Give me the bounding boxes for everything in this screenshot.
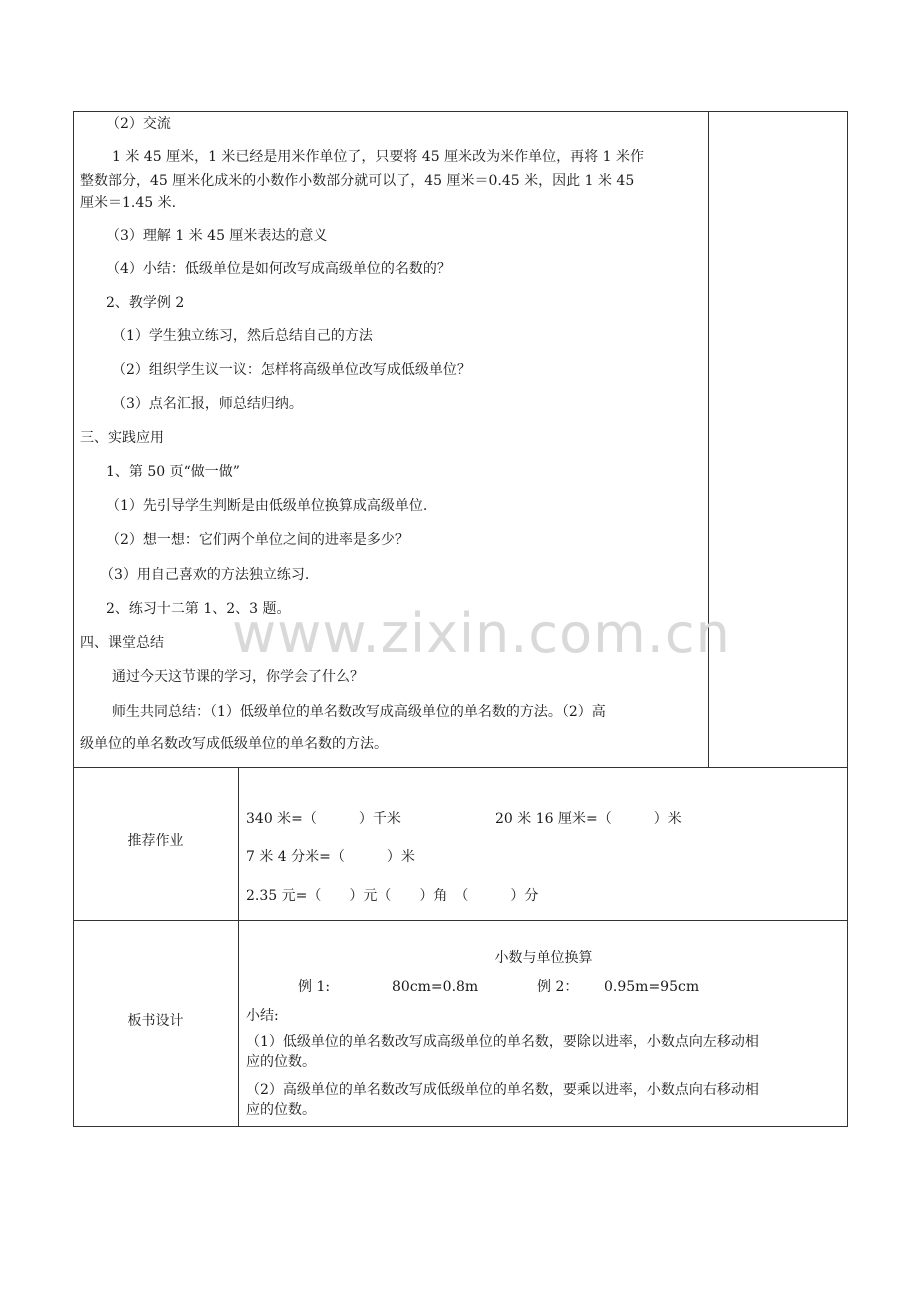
text-line: 师生共同总结：（1）低级单位的单名数改写成高级单位的单名数的方法。（2）高 bbox=[112, 704, 606, 720]
text-line: 厘米＝1.45 米. bbox=[80, 195, 177, 211]
text-line: （2）组织学生议一议：怎样将高级单位改写成低级单位？ bbox=[112, 362, 471, 378]
right-column-divider bbox=[708, 111, 709, 767]
example-1-label: 例 1: bbox=[298, 979, 331, 995]
text-line: （1）先引导学生判断是由低级单位换算成高级单位. bbox=[106, 498, 428, 514]
text-line: 级单位的单名数改写成低级单位的单名数的方法。 bbox=[80, 736, 388, 752]
text-line: 1 米 45 厘米，1 米已经是用米作单位了，只要将 45 厘米改为米作单位，再将 1 米作 bbox=[112, 149, 644, 165]
homework-label: 推荐作业 bbox=[127, 833, 184, 849]
summary-line: 应的位数。 bbox=[246, 1102, 316, 1118]
text-line: （2）想一想：它们两个单位之间的进率是多少？ bbox=[106, 532, 409, 548]
text-line: 1、第 50 页“做一做” bbox=[106, 464, 240, 480]
section-heading: 三、实践应用 bbox=[80, 430, 164, 446]
watermark: www.zixin.com.cn bbox=[232, 602, 731, 665]
example-2-label: 例 2： bbox=[537, 979, 579, 995]
homework-item: 340 米=（ ）千米 bbox=[246, 811, 401, 827]
example-2-value: 0.95m=95cm bbox=[604, 979, 700, 995]
section-heading: 四、课堂总结 bbox=[80, 635, 164, 651]
summary-line: （1）低级单位的单名数改写成高级单位的单名数，要除以进率，小数点向左移动相 bbox=[246, 1034, 759, 1050]
board-label: 板书设计 bbox=[127, 1013, 184, 1029]
text-line: 2、教学例 2 bbox=[106, 295, 185, 311]
text-line: （3）用自己喜欢的方法独立练习. bbox=[100, 567, 310, 583]
summary-line: 应的位数。 bbox=[246, 1054, 316, 1070]
row-divider-1 bbox=[73, 767, 848, 768]
text-line: 2、练习十二第 1、2、3 题。 bbox=[106, 601, 291, 617]
text-line: （3）点名汇报，师总结归纳。 bbox=[112, 396, 303, 412]
summary-line: （2）高级单位的单名数改写成低级单位的单名数，要乘以进率，小数点向右移动相 bbox=[246, 1082, 759, 1098]
text-line: 通过今天这节课的学习，你学会了什么？ bbox=[112, 669, 364, 685]
homework-item: 20 米 16 厘米=（ ）米 bbox=[495, 811, 682, 827]
label-column-divider bbox=[238, 767, 239, 1127]
text-line: 整数部分，45 厘米化成米的小数作小数部分就可以了，45 厘米＝0.45 米，因此 1 米 45 bbox=[80, 173, 635, 189]
text-line: （1）学生独立练习，然后总结自己的方法 bbox=[112, 328, 373, 344]
text-line: （4）小结：低级单位是如何改写成高级单位的名数的？ bbox=[106, 261, 451, 277]
text-line: （2）交流 bbox=[106, 116, 171, 132]
text-line: （3）理解 1 米 45 厘米表达的意义 bbox=[106, 228, 328, 244]
example-1-value: 80cm=0.8m bbox=[392, 979, 479, 995]
homework-item: 2.35 元=（ ）元（ ）角 （ ）分 bbox=[246, 888, 539, 904]
summary-label: 小结: bbox=[246, 1008, 279, 1024]
row-divider-2 bbox=[73, 920, 848, 921]
board-title: 小数与单位换算 bbox=[494, 950, 593, 966]
homework-item: 7 米 4 分米=（ ）米 bbox=[246, 849, 415, 865]
